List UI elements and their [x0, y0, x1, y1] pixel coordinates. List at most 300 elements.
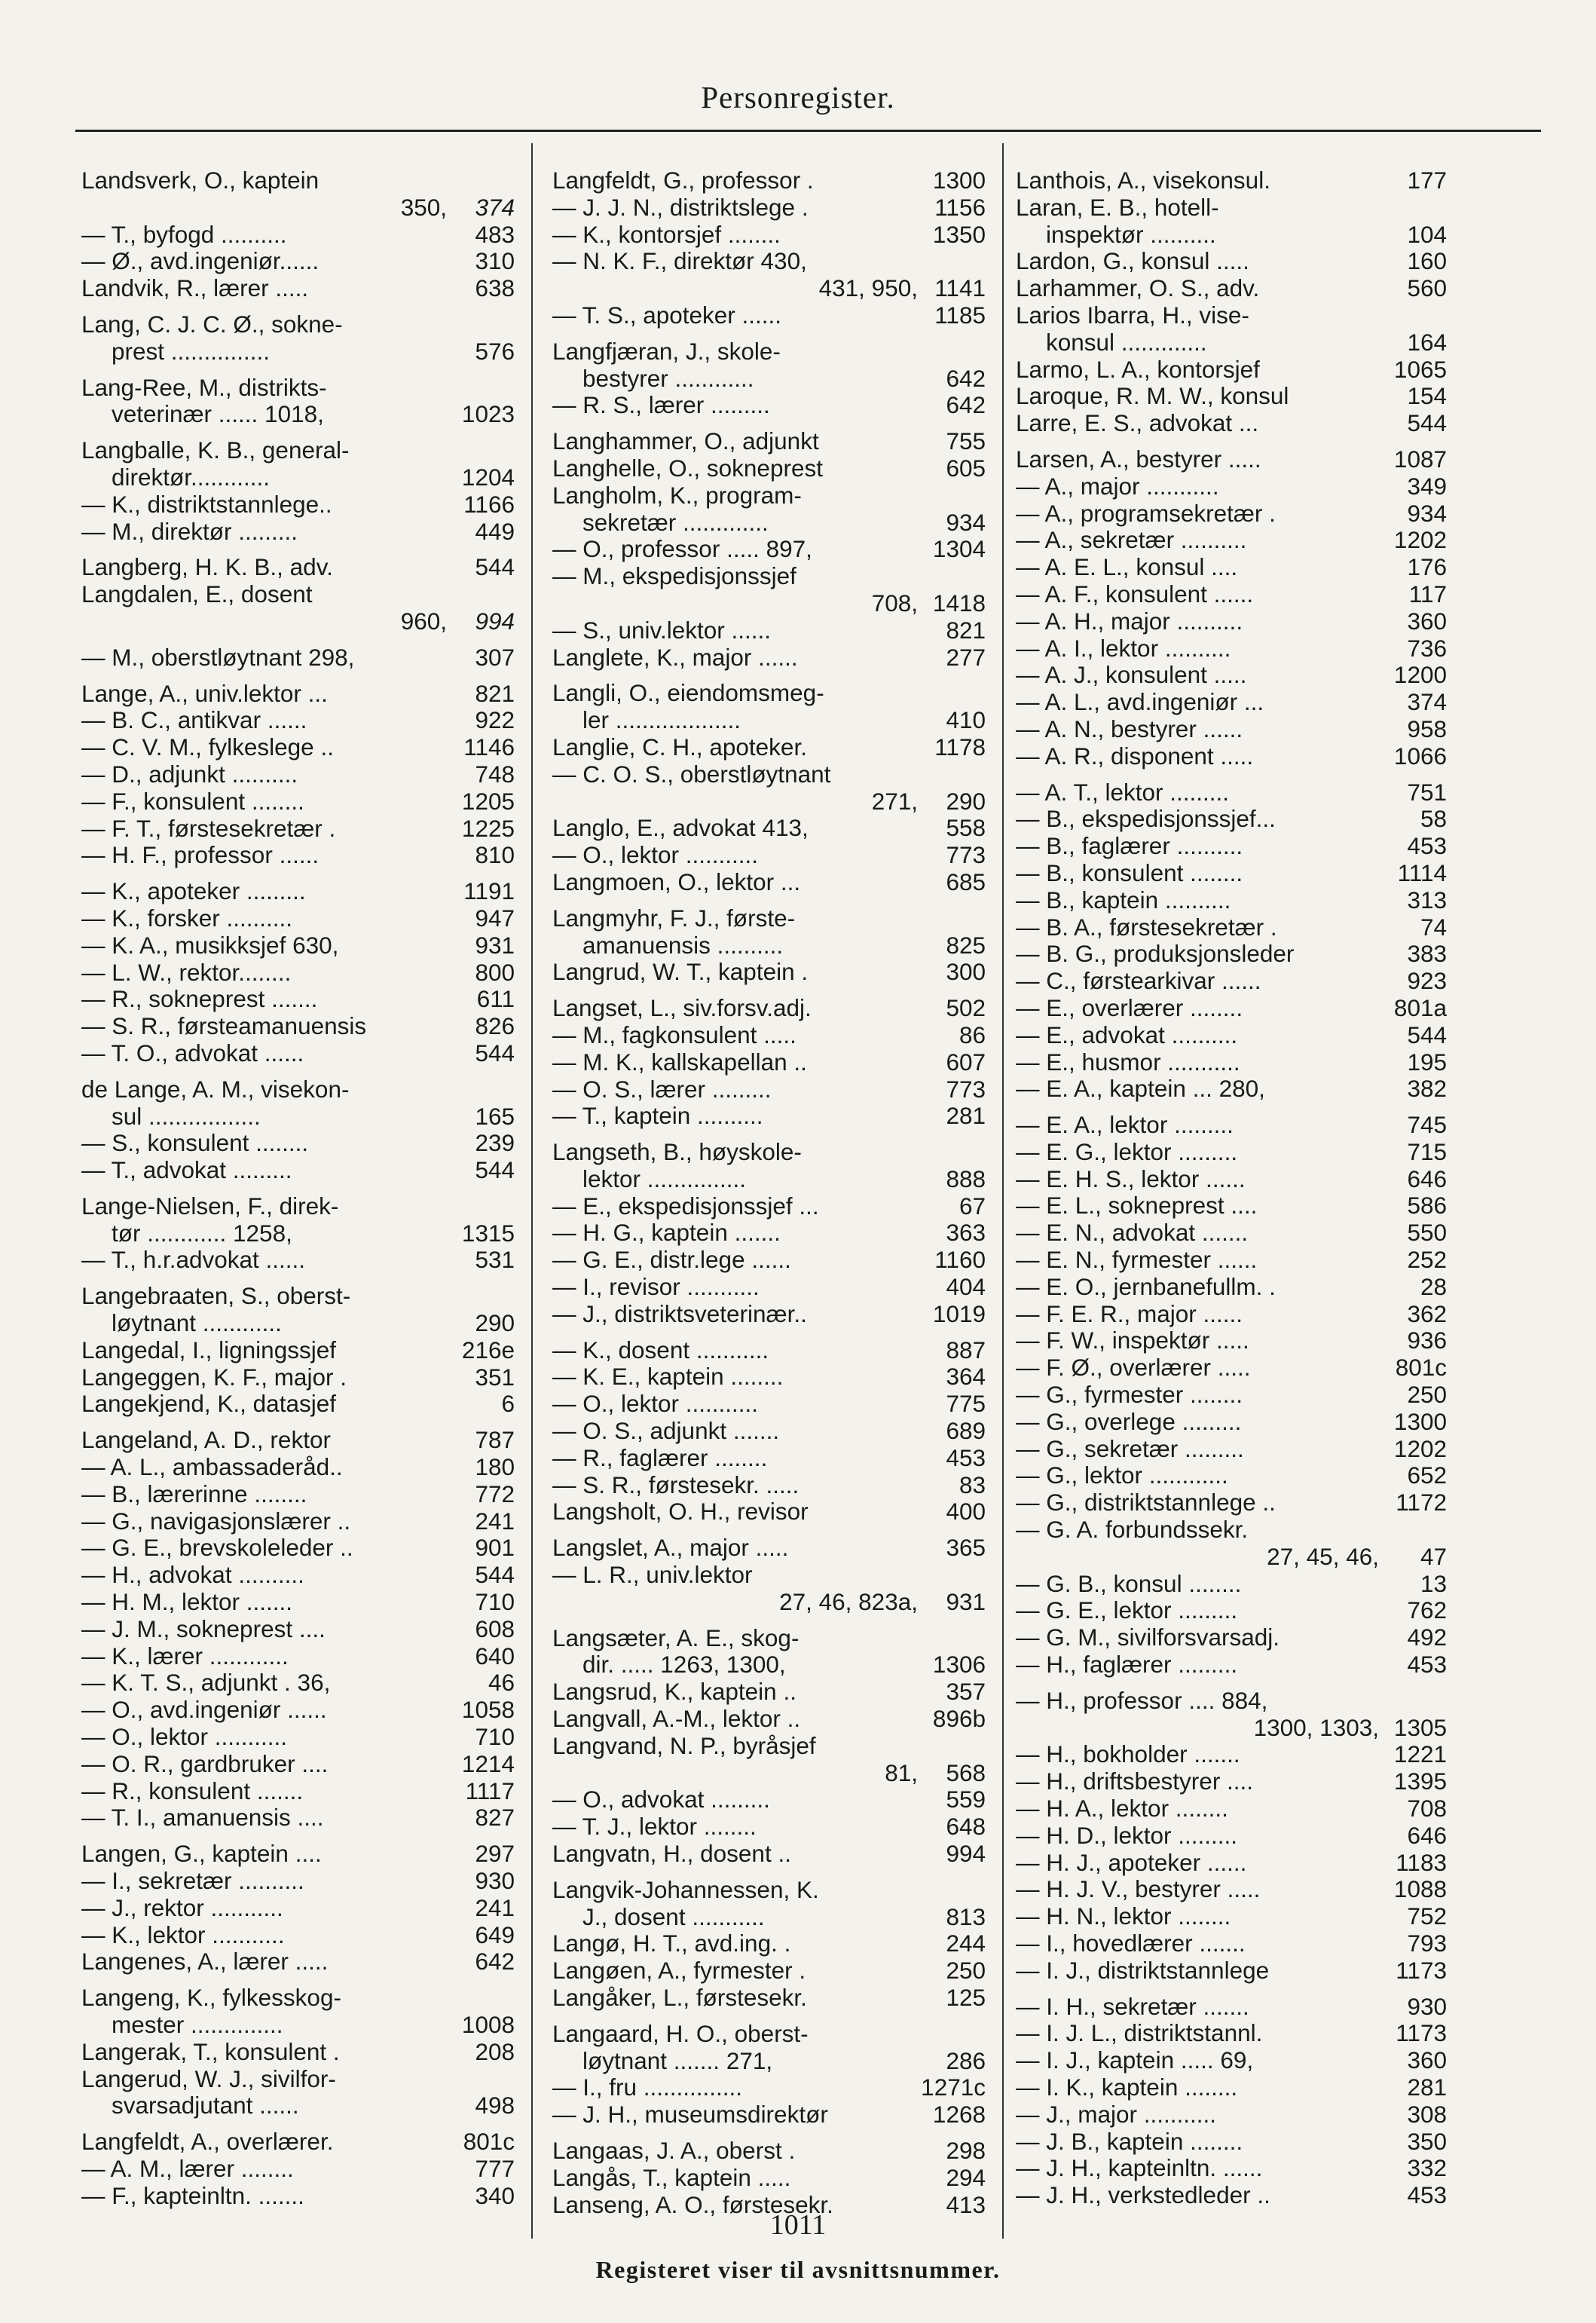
entry-text: — M., fagkonsulent ..... — [552, 1021, 796, 1048]
entry-section-number: 642 — [946, 391, 986, 419]
register-entry — [552, 788, 986, 816]
register-entry — [81, 248, 515, 275]
register-entry — [81, 1130, 515, 1157]
register-entry — [552, 815, 986, 842]
register-entry — [552, 1472, 986, 1499]
entry-text: — R., faglærer ........ — [552, 1443, 768, 1471]
entry-text: — B. G., produksjonsleder — [1016, 940, 1295, 968]
entry-section-number: 994 — [946, 1840, 986, 1868]
entry-section-number: 755 — [946, 427, 986, 455]
entry-text: mester .............. — [112, 2011, 283, 2038]
register-entry — [552, 1247, 986, 1274]
entry-section-number: 28 — [1420, 1272, 1447, 1300]
entry-section-number: 177 — [1407, 167, 1447, 194]
page-number: 1011 — [769, 2209, 827, 2241]
register-entry — [81, 1841, 515, 1868]
entry-section-number: 607 — [946, 1048, 986, 1076]
entry-text: — K., lektor ........... — [81, 1921, 285, 1948]
entry-text: — G. E., lektor ......... — [1016, 1596, 1238, 1624]
entry-gap — [552, 1616, 986, 1625]
register-entry — [81, 1804, 515, 1832]
entry-section-number: 930 — [475, 1867, 515, 1895]
entry-section-number: 748 — [475, 760, 515, 788]
register-entry — [552, 536, 986, 563]
entry-text: — A. F., konsulent ...... — [1016, 580, 1254, 608]
register-entry — [1016, 716, 1447, 743]
entry-section-number: 340 — [475, 2181, 515, 2209]
register-entry — [1016, 1409, 1447, 1436]
register-entry — [81, 194, 515, 222]
register-entry — [81, 464, 515, 491]
register-entry — [1016, 608, 1447, 635]
register-entry — [552, 1957, 986, 1985]
entry-section-number: 165 — [475, 1102, 515, 1130]
register-entry — [552, 392, 986, 419]
entry-text: — I. J., distriktstannlege — [1016, 1956, 1270, 1984]
entry-text: svarsadjutant ...... — [112, 2092, 299, 2119]
register-entry — [81, 1868, 515, 1895]
register-entry — [81, 1670, 515, 1697]
entry-section-number: 180 — [475, 1453, 515, 1481]
entry-text: Langset, L., siv.forsv.adj. — [552, 994, 812, 1022]
entry-gap — [552, 2012, 986, 2021]
entry-text: løytnant ....... 271, — [582, 2046, 773, 2074]
entry-text: — G., lektor ............ — [1016, 1461, 1228, 1489]
entry-text: — T. S., apoteker ...... — [552, 301, 782, 329]
entry-text: Langaas, J. A., oberst . — [552, 2136, 796, 2164]
entry-text: bestyrer ............ — [582, 364, 754, 392]
entry-text: — I. J. L., distriktstannl. — [1016, 2019, 1263, 2047]
entry-text: — J. M., sokneprest .... — [81, 1614, 326, 1642]
entry-section-number: 773 — [946, 841, 986, 869]
entry-gap — [1016, 770, 1447, 779]
register-entry — [552, 302, 986, 329]
entry-section-number: 374 — [1407, 688, 1447, 716]
entry-section-number: 239 — [475, 1129, 515, 1157]
entry-text: — H., advokat .......... — [81, 1561, 304, 1589]
entry-section-number: 502 — [946, 994, 986, 1022]
register-entry — [1016, 1112, 1447, 1139]
register-entry — [81, 581, 515, 608]
entry-text: Langli, O., eiendomsmeg- — [552, 679, 824, 707]
register-entry — [552, 2021, 986, 2048]
register-entry — [1016, 500, 1447, 528]
entry-section-number: 710 — [475, 1588, 515, 1616]
entry-text: Landvik, R., lærer ..... — [81, 274, 309, 302]
entry-text: — T., kaptein .......... — [552, 1102, 763, 1130]
register-entry — [81, 1985, 515, 2012]
entry-section-number: 46 — [488, 1669, 515, 1697]
register-entry — [1016, 1489, 1447, 1517]
entry-text: — H. G., kaptein ....... — [552, 1219, 781, 1247]
register-entry — [1016, 1517, 1447, 1544]
entry-text: Langlete, K., major ...... — [552, 643, 798, 671]
register-entry — [552, 1418, 986, 1445]
entry-text: — G. M., sivilforsvarsadj. — [1016, 1624, 1280, 1651]
entry-section-number: 560 — [1407, 274, 1447, 302]
register-entry — [81, 878, 515, 905]
entry-text: — G. E., brevskoleleder .. — [81, 1534, 353, 1562]
entry-text: Langsæter, A. E., skog- — [552, 1624, 800, 1651]
header-rule — [75, 130, 1541, 132]
entry-text: — A., major ........... — [1016, 472, 1219, 500]
entry-text: — O., professor ..... 897, — [552, 535, 812, 563]
entry-section-number: 1178 — [934, 733, 986, 761]
register-entry — [81, 519, 515, 546]
register-entry — [552, 1391, 986, 1418]
register-column-3 — [1016, 167, 1447, 2209]
register-entry — [552, 1562, 986, 1589]
entry-section-number: 531 — [475, 1246, 515, 1274]
register-entry — [1016, 302, 1447, 329]
entry-text: Landsverk, O., kaptein — [81, 167, 320, 194]
entry-text: Langfjæran, J., skole- — [552, 337, 781, 365]
entry-section-number: 498 — [475, 2092, 515, 2119]
register-entry — [81, 2129, 515, 2156]
entry-text: — M., direktør ......... — [81, 517, 298, 545]
entry-section-number: 922 — [475, 706, 515, 734]
entry-section-number: 160 — [1407, 247, 1447, 275]
entry-text: 431, 950, — [818, 274, 918, 302]
entry-text: Langenes, A., lærer ..... — [81, 1948, 329, 1976]
register-entry — [1016, 1192, 1447, 1220]
entry-text: Langvall, A.-M., lektor .. — [552, 1705, 801, 1733]
entry-text: — S. R., førsteamanuensis — [81, 1012, 367, 1040]
register-entry — [552, 869, 986, 896]
entry-text: — A. T., lektor ......... — [1016, 778, 1230, 806]
entry-text: — T., h.r.advokat ...... — [81, 1246, 306, 1274]
entry-section-number: 1200 — [1393, 661, 1447, 689]
entry-text: Langen, G., kaptein .... — [81, 1840, 322, 1868]
register-entry — [552, 842, 986, 869]
register-entry — [552, 1625, 986, 1652]
entry-gap — [552, 1868, 986, 1877]
entry-text: — F. W., inspektør ..... — [1016, 1327, 1249, 1354]
entry-section-number: 1172 — [1396, 1489, 1447, 1517]
entry-text: — H., professor .... 884, — [1016, 1686, 1268, 1714]
register-entry — [81, 1310, 515, 1337]
entry-section-number: 642 — [475, 1948, 515, 1976]
entry-text: Lardon, G., konsul ..... — [1016, 247, 1249, 275]
register-entry — [81, 644, 515, 672]
entry-section-number: 813 — [946, 1902, 986, 1930]
entry-section-number: 208 — [475, 2037, 515, 2065]
register-entry — [81, 222, 515, 249]
entry-section-number: 752 — [1407, 1902, 1447, 1930]
entry-text: — T. I., amanuensis .... — [81, 1804, 324, 1832]
entry-text: — G., navigasjonslærer .. — [81, 1507, 351, 1535]
register-entry — [1016, 914, 1447, 941]
entry-section-number: 58 — [1420, 805, 1447, 833]
entry-section-number: 648 — [946, 1813, 986, 1841]
register-entry — [552, 1364, 986, 1391]
register-entry — [552, 248, 986, 275]
entry-gap — [81, 366, 515, 375]
entry-text: Langedal, I., ligningssjef — [81, 1336, 336, 1364]
entry-section-number: 931 — [946, 1587, 986, 1615]
entry-text: Langslet, A., major ..... — [552, 1534, 789, 1562]
register-entry — [1016, 2074, 1447, 2101]
entry-text: — E. L., sokneprest .... — [1016, 1192, 1258, 1220]
register-entry — [81, 1013, 515, 1040]
entry-section-number: 810 — [475, 841, 515, 869]
register-entry — [81, 1076, 515, 1103]
register-entry — [552, 2048, 986, 2075]
register-entry — [1016, 2020, 1447, 2047]
entry-text: Lange, A., univ.lektor ... — [81, 679, 328, 707]
register-entry — [81, 554, 515, 581]
entry-text: Langåker, L., førstesekr. — [552, 1984, 807, 2011]
entry-section-number: 298 — [946, 2136, 986, 2164]
entry-text: Langhelle, O., sokneprest — [552, 454, 823, 482]
entry-section-number: 947 — [475, 904, 515, 932]
entry-text: Langfeldt, A., overlærer. — [81, 2128, 334, 2156]
entry-text: — B. C., antikvar ...... — [81, 706, 307, 734]
register-entry — [552, 2074, 986, 2101]
register-entry — [552, 959, 986, 986]
entry-text: sul ................. — [112, 1102, 261, 1130]
register-entry — [1016, 1022, 1447, 1049]
entry-section-number: 544 — [475, 553, 515, 581]
entry-text: prest ............... — [112, 337, 271, 365]
register-entry — [1016, 1597, 1447, 1624]
entry-section-number: 290 — [475, 1309, 515, 1337]
register-entry — [1016, 887, 1447, 914]
entry-text: — C. O. S., oberstløytnant — [552, 760, 831, 788]
register-entry — [81, 1337, 515, 1364]
register-entry — [552, 1166, 986, 1193]
entry-section-number: 125 — [946, 1984, 986, 2011]
entry-section-number: 930 — [1407, 1992, 1447, 2020]
entry-text: Larsen, A., bestyrer ..... — [1016, 445, 1261, 473]
entry-text: — F. Ø., overlærer ..... — [1016, 1354, 1251, 1382]
entry-section-number: 308 — [1407, 2100, 1447, 2128]
register-entry — [552, 1930, 986, 1957]
entry-text: ler ................... — [582, 706, 741, 734]
register-entry — [552, 590, 986, 617]
entry-text: — I., sekretær .......... — [81, 1867, 304, 1895]
register-entry — [552, 1220, 986, 1247]
register-entry — [1016, 167, 1447, 194]
entry-section-number: 1019 — [932, 1299, 986, 1327]
entry-text: Langeng, K., fylkesskog- — [81, 1984, 341, 2012]
register-entry — [1016, 1354, 1447, 1382]
entry-text: — J. H., verkstedleder .. — [1016, 2181, 1270, 2209]
register-entry — [552, 1589, 986, 1616]
entry-text: — O. S., adjunkt ....... — [552, 1417, 780, 1445]
entry-section-number: 1305 — [1393, 1713, 1447, 1741]
entry-text: — G. B., konsul ........ — [1016, 1569, 1242, 1597]
register-entry — [81, 1193, 515, 1220]
entry-text: 960, — [400, 607, 447, 635]
entry-section-number: 281 — [1407, 2073, 1447, 2101]
entry-text: Langeggen, K. F., major . — [81, 1363, 347, 1391]
register-entry — [1016, 1247, 1447, 1274]
register-entry — [1016, 1651, 1447, 1679]
entry-section-number: 544 — [475, 1039, 515, 1067]
entry-section-number: 404 — [946, 1273, 986, 1301]
entry-text: Langlie, C. H., apoteker. — [552, 733, 807, 761]
register-entry — [1016, 1076, 1447, 1103]
entry-text: — F., konsulent ........ — [81, 787, 304, 815]
register-entry — [1016, 1715, 1447, 1742]
entry-text: Langhammer, O., adjunkt — [552, 427, 819, 455]
entry-section-number: 374 — [475, 193, 515, 221]
register-entry — [552, 455, 986, 482]
entry-section-number: 453 — [1407, 2181, 1447, 2209]
entry-text: — I., fru ............... — [552, 2074, 743, 2101]
register-entry — [552, 932, 986, 959]
register-entry — [1016, 1768, 1447, 1795]
register-entry — [552, 1498, 986, 1526]
register-entry — [552, 366, 986, 393]
register-entry — [1016, 833, 1447, 860]
register-entry — [81, 2156, 515, 2183]
entry-text: — H. N., lektor ........ — [1016, 1902, 1231, 1930]
entry-section-number: 350 — [1407, 2127, 1447, 2155]
entry-section-number: 83 — [959, 1471, 986, 1498]
register-entry — [552, 1706, 986, 1733]
entry-text: — A., sekretær .......... — [1016, 526, 1247, 554]
register-entry — [1016, 248, 1447, 275]
register-entry — [552, 1841, 986, 1868]
entry-section-number: 241 — [475, 1893, 515, 1921]
entry-section-number: 332 — [1407, 2154, 1447, 2182]
entry-section-number: 775 — [946, 1390, 986, 1418]
entry-section-number: 544 — [475, 1561, 515, 1589]
register-entry — [1016, 995, 1447, 1022]
register-entry — [81, 1508, 515, 1535]
entry-text: veterinær ...... 1018, — [112, 400, 324, 428]
entry-text: — S. R., førstesekr. ..... — [552, 1471, 800, 1498]
entry-text: — M., ekspedisjonssjef — [552, 562, 796, 590]
register-entry — [81, 734, 515, 761]
entry-section-number: 365 — [946, 1534, 986, 1562]
entry-text: — O., advokat ......... — [552, 1786, 770, 1813]
entry-section-number: 1156 — [934, 193, 986, 221]
entry-section-number: 1315 — [461, 1219, 515, 1247]
column-separator-2 — [1002, 143, 1004, 2239]
entry-section-number: 558 — [946, 814, 986, 842]
register-entry — [1016, 941, 1447, 968]
register-entry — [81, 1364, 515, 1391]
entry-section-number: 821 — [475, 679, 515, 707]
entry-text: — A. I., lektor .......... — [1016, 634, 1231, 662]
entry-section-number: 787 — [475, 1426, 515, 1454]
register-entry — [552, 1786, 986, 1813]
register-entry — [1016, 1382, 1447, 1409]
entry-text: — K., forsker .......... — [81, 904, 293, 932]
entry-section-number: 1300 — [1393, 1407, 1447, 1435]
register-entry — [552, 1535, 986, 1562]
entry-text: — H. A., lektor ........ — [1016, 1795, 1228, 1823]
entry-text: — I. K., kaptein ........ — [1016, 2073, 1238, 2101]
entry-text: — R., konsulent ....... — [81, 1777, 304, 1804]
register-entry — [1016, 357, 1447, 384]
entry-text: Langerak, T., konsulent . — [81, 2037, 340, 2065]
entry-text: — A. H., major .......... — [1016, 607, 1243, 635]
register-entry — [81, 1589, 515, 1616]
register-entry — [1016, 2182, 1447, 2209]
entry-text: Langvik-Johannessen, K. — [552, 1875, 819, 1903]
entry-text: — I., revisor ........... — [552, 1273, 760, 1301]
entry-section-number: 1214 — [461, 1749, 515, 1777]
entry-text: — G., overlege ......... — [1016, 1407, 1242, 1435]
register-entry — [1016, 1544, 1447, 1571]
register-entry — [552, 680, 986, 707]
entry-section-number: 931 — [475, 931, 515, 959]
entry-text: Langeland, A. D., rektor — [81, 1426, 331, 1454]
entry-text: — O., lektor ........... — [552, 1390, 759, 1418]
entry-text: 271, — [871, 787, 918, 815]
entry-section-number: 568 — [946, 1758, 986, 1786]
entry-section-number: 544 — [475, 1156, 515, 1184]
entry-section-number: 1300 — [932, 167, 986, 194]
register-entry — [81, 1481, 515, 1508]
entry-section-number: 801c — [1395, 1354, 1447, 1382]
entry-section-number: 715 — [1407, 1137, 1447, 1165]
register-entry — [552, 995, 986, 1022]
register-entry — [1016, 1327, 1447, 1354]
entry-text: — Ø., avd.ingeniør...... — [81, 247, 320, 275]
register-entry — [81, 905, 515, 932]
entry-text: — H. J. V., bestyrer ..... — [1016, 1875, 1261, 1903]
register-entry — [1016, 410, 1447, 437]
entry-text: — E. G., lektor ......... — [1016, 1137, 1238, 1165]
register-entry — [81, 816, 515, 843]
entry-section-number: 777 — [475, 2154, 515, 2182]
entry-section-number: 1191 — [463, 877, 515, 905]
entry-section-number: 244 — [946, 1930, 986, 1957]
register-entry — [552, 761, 986, 788]
entry-text: Langlo, E., advokat 413, — [552, 814, 809, 842]
entry-text: Langekjend, K., datasjef — [81, 1390, 336, 1418]
entry-section-number: 608 — [475, 1614, 515, 1642]
entry-text: Lang-Ree, M., distrikts- — [81, 373, 327, 401]
entry-section-number: 652 — [1407, 1461, 1447, 1489]
entry-text: — F., kapteinltn. ....... — [81, 2181, 304, 2209]
register-entry — [552, 510, 986, 537]
entry-text: Langmoen, O., lektor ... — [552, 868, 801, 895]
entry-text: Langsrud, K., kaptein .. — [552, 1678, 796, 1706]
register-entry — [81, 437, 515, 464]
entry-section-number: 117 — [1408, 580, 1447, 608]
entry-text: 27, 45, 46, — [1267, 1542, 1379, 1570]
entry-section-number: 1204 — [461, 463, 515, 491]
register-entry — [1016, 662, 1447, 689]
entry-section-number: 825 — [946, 931, 986, 959]
entry-text: — G. E., distr.lege ...... — [552, 1246, 791, 1274]
register-entry — [1016, 1823, 1447, 1850]
entry-text: Langrud, W. T., kaptein . — [552, 958, 809, 986]
entry-section-number: 349 — [1407, 472, 1447, 500]
register-entry — [1016, 1166, 1447, 1193]
register-entry — [81, 1724, 515, 1751]
entry-gap — [552, 329, 986, 338]
entry-text: — O. R., gardbruker .... — [81, 1749, 329, 1777]
entry-text: Langås, T., kaptein ..... — [552, 2163, 791, 2191]
entry-text: — H. M., lektor ....... — [81, 1588, 293, 1616]
entry-section-number: 164 — [1407, 328, 1447, 356]
entry-text: Langaard, H. O., oberst- — [552, 2019, 809, 2047]
entry-section-number: 923 — [1407, 967, 1447, 995]
entry-section-number: 1160 — [934, 1246, 986, 1274]
register-entry — [81, 375, 515, 402]
entry-section-number: 559 — [946, 1786, 986, 1813]
entry-gap — [1016, 1985, 1447, 1994]
entry-section-number: 286 — [946, 2046, 986, 2074]
entry-gap — [81, 1067, 515, 1076]
